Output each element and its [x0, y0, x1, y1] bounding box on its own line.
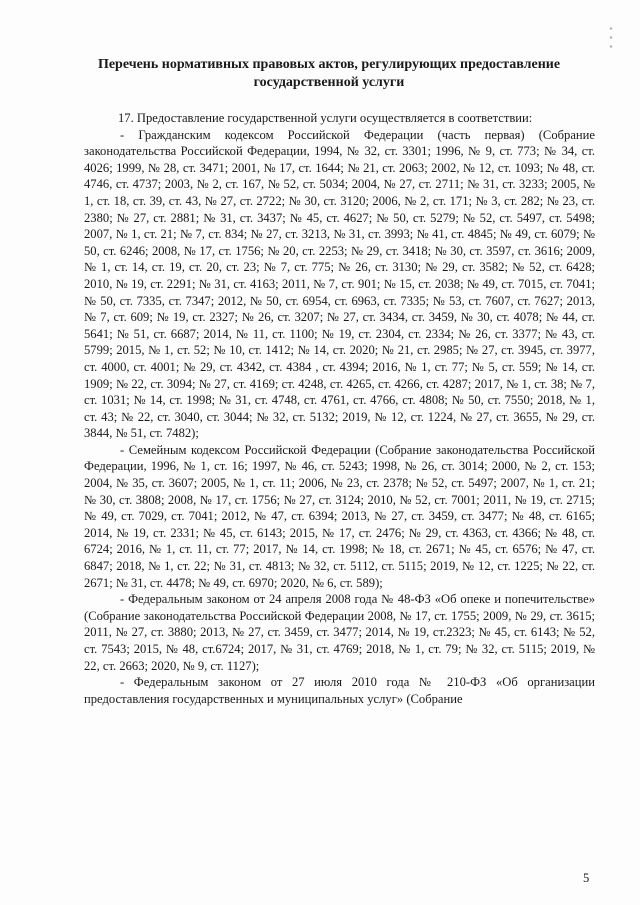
- list-item-family-code: - Семейным кодексом Российской Федерации (Собрание законодательства Российской Федерации, 1996, № 1, ст. 16; 1997, № 46, ст. 5243; 1998, № 26, ст. 3014; 2000, № 2, ст. 153; 2004, № 35, ст. 3607; 2005, № 1, ст. 11; 2006, № 23, ст. 2378; № 52, ст. 5497; 2007, № 1, ст. 21; № 30, ст. 3808; 2008, № 17, ст. 1756; № 27, ст. 3124; 2010, № 52, ст. 7001; 2011, № 19, ст. 2715; № 49, ст. 7029, ст. 7041; 2012, № 47, ст. 6394; 2013, № 27, ст. 3459, ст. 3477; № 48, ст. 6165; 2014, № 19, ст. 2331; № 45, ст. 6143; 2015, № 17, ст. 2476; № 29, ст. 4363, ст. 4366; № 48, ст. 6724; 2016, № 1, ст. 11, ст. 77; 2017, № 14, ст. 1998; № 18, ст. 2671; № 45, ст. 6576; № 47, ст. 6847; 2018, № 1, ст. 22; № 31, ст. 4813; № 32, ст. 5112, ст. 5115; 2019, № 12, ст. 1225; № 22, ст. 2671; № 31, ст. 4478; № 49, ст. 6970; 2020, № 6, ст. 589);: [84, 442, 595, 590]
- document-title: Перечень нормативных правовых актов, регулирующих предоставление государственной услуги: [97, 57, 561, 90]
- list-item-guardianship-law: - Федеральным законом от 24 апреля 2008 года № 48-ФЗ «Об опеке и попечительстве» (Собрание законодательства Российской Федерации 2008, № 17, ст. 1755; 2009, № 29, ст. 3615; 2011, № 27, ст. 3880; 2013, № 27, ст. 3459, ст. 3477; 2014, № 19, ст.2323; № 45, ст. 6143; № 52, ст. 7543; 2015, № 48, ст.6724; 2017, № 31, ст. 4769; 2018, № 1, ст. 79; № 32, ст. 5115; 2019, № 22, ст. 2663; 2020, № 9, ст. 1127);: [84, 592, 595, 673]
- page-number: 5: [583, 871, 590, 885]
- list-item-public-services-law: - Федеральным законом от 27 июля 2010 года № 210-ФЗ «Об организации предоставления государственных и муниципальных услуг» (Собрание: [84, 675, 595, 706]
- document-body: [84, 110, 595, 707]
- list-item-civil-code: - Гражданским кодексом Российской Федерации (часть первая) (Собрание законодательства Российской Федерации, 1994, № 32, ст. 3301; 1996, № 9, ст. 773; № 34, ст. 4026; 1999, № 28, ст. 3471; 2001, № 17, ст. 1644; № 21, ст. 2063; 2002, № 12, ст. 1093; № 48, ст. 4746, ст. 4737; 2003, № 2, ст. 167, № 52, ст. 5034; 2004, № 27, ст. 2711; № 31, ст. 3233; 2005, № 1, ст. 18, ст. 39, ст. 43, № 27, ст. 2722; № 30, ст. 3120; 2006, № 2, ст. 171; № 3, ст. 282; № 23, ст. 2380; № 27, ст. 2881; № 31, ст. 3437; № 45, ст. 4627; № 50, ст. 5279; № 52, ст. 5497, ст. 5498; 2007, № 1, ст. 21; № 7, ст. 834; № 27, ст. 3213, № 31, ст. 3993; № 41, ст. 4845; № 49, ст. 6079; № 50, ст. 6246; 2008, № 17, ст. 1756; № 20, ст. 2253; № 29, ст. 3418; № 30, ст. 3597, ст. 3616; 2009, № 1, ст. 14, ст. 19, ст. 20, ст. 23; № 7, ст. 775; № 26, ст. 3130; № 29, ст. 3582; № 52, ст. 6428; 2010, № 19, ст. 2291; № 31, ст. 4163; 2011, № 7, ст. 901; № 15, ст. 2038; № 49, ст. 7015, ст. 7041; № 50, ст. 7335, ст. 7347; 2012, № 50, ст. 6954, ст. 6963, ст. 7335; № 53, ст. 7607, ст. 7627; 2013, № 7, ст. 609; № 19, ст. 2327; № 26, ст. 3207; № 27, ст. 3434, ст. 3459, № 30, ст. 4078; № 44, ст. 5641; № 51, ст. 6687; 2014, № 11, ст. 1100; № 19, ст. 2304, ст. 2334; № 26, ст. 3377; № 43, ст. 5799; 2015, № 1, ст. 52; № 10, ст. 1412; № 14, ст. 2020; № 21, ст. 2985; № 27, ст. 3945, ст. 3977, ст. 4000, ст. 4001; № 29, ст. 4342, ст. 4384 , ст. 4394; 2016, № 1, ст. 77; № 5, ст. 559; № 14, ст. 1909; № 22, ст. 3094; № 27, ст. 4169; ст. 4248, ст. 4265, ст. 4266, ст. 4287; 2017, № 1, ст. 38; № 7, ст. 1031; № 14, ст. 1998; № 31, ст. 4748, ст. 4761, ст. 4766, ст. 4808; № 50, ст. 7550; 2018, № 1, ст. 43; № 22, ст. 3040, ст. 3044; № 32, ст. 5132; 2019, № 12, ст. 1224, № 27, ст. 3655, № 29, ст. 3844, № 51, ст. 7482);: [84, 127, 595, 441]
- scan-artifact: [608, 24, 614, 52]
- intro-paragraph: 17. Предоставление государственной услуги осуществляется в соответствии:: [118, 111, 533, 125]
